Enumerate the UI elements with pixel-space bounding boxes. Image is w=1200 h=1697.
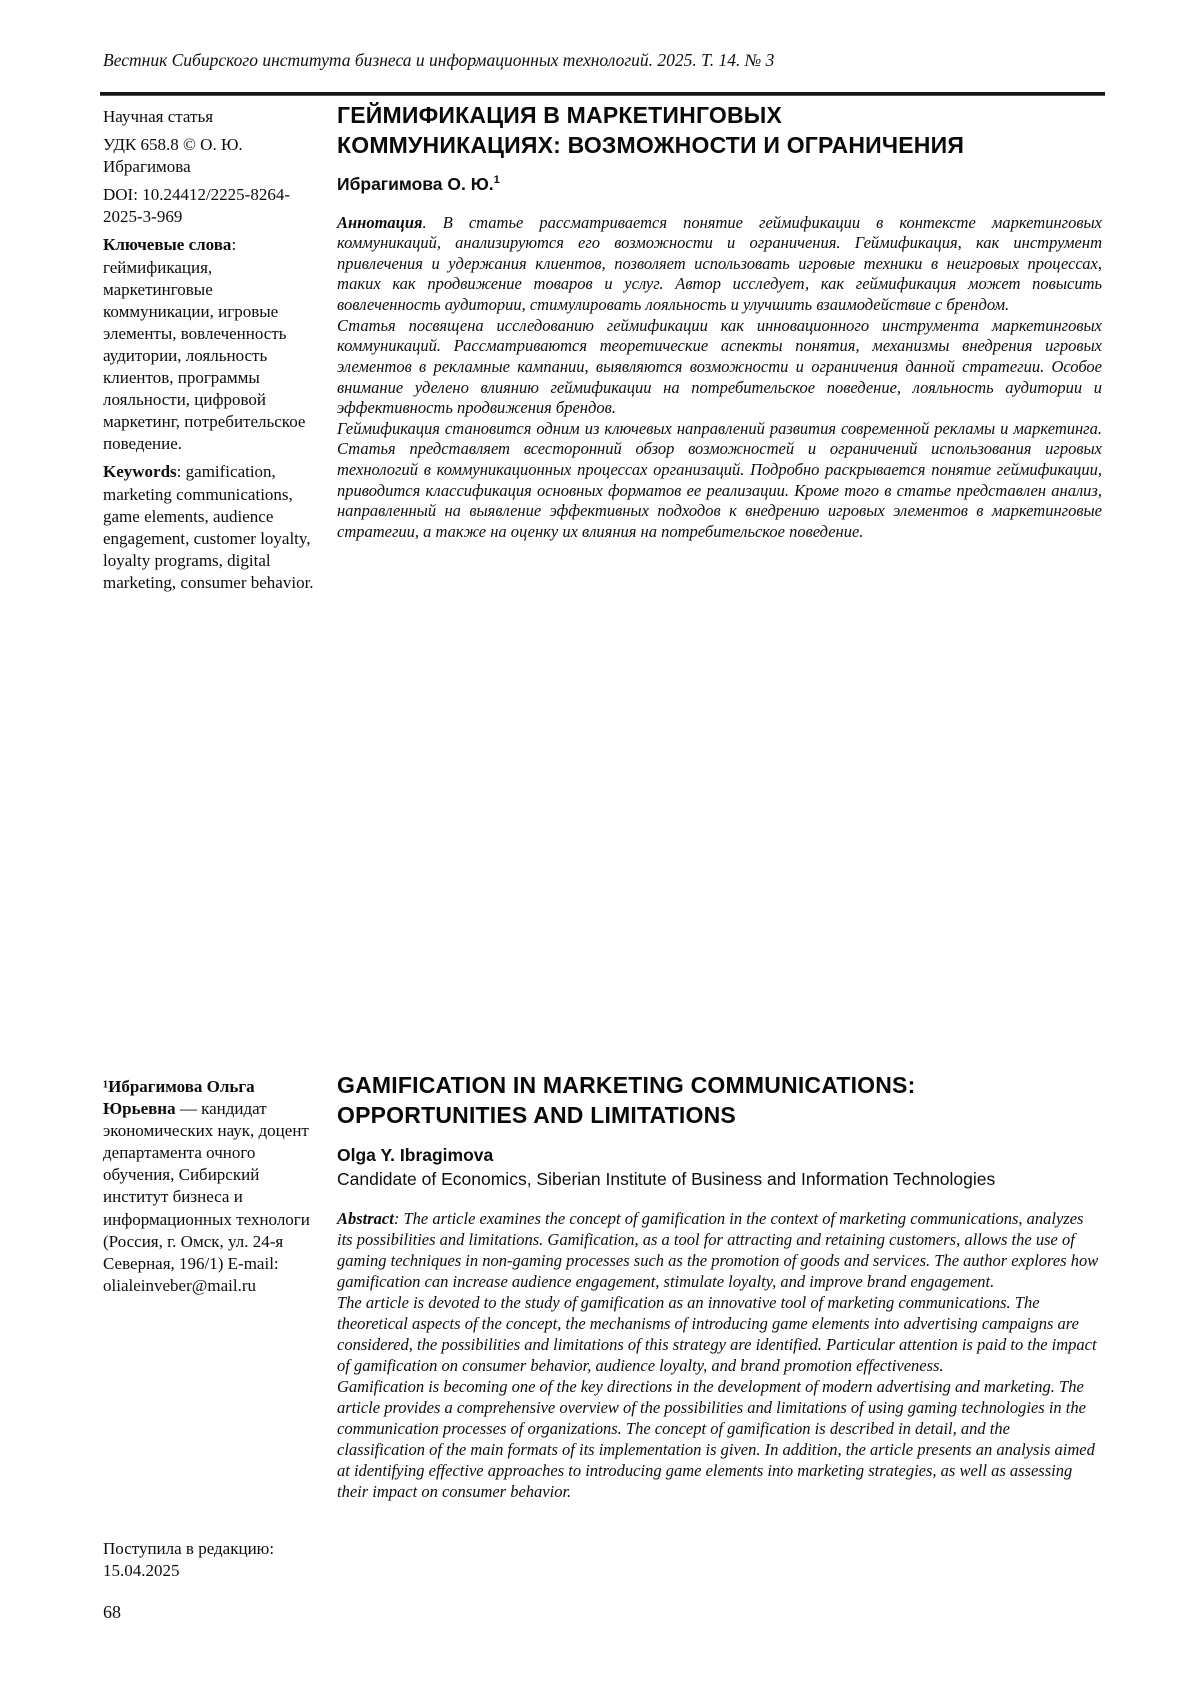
doi-line: DOI: 10.24412/2225-8264-2025-3-969 bbox=[103, 185, 290, 227]
abstract-en-label: Abstract bbox=[337, 1209, 394, 1229]
article-author-ru bbox=[337, 174, 1102, 196]
article-title-ru-line2: КОММУНИКАЦИЯХ: ВОЗМОЖНОСТИ И ОГРАНИЧЕНИЯ bbox=[337, 132, 965, 159]
article-affiliation-en: Candidate of Economics, Siberian Institute of Business and Information Technologies bbox=[337, 1169, 996, 1190]
keywords-ru bbox=[103, 234, 319, 455]
article-title-en-line2: OPPORTUNITIES AND LIMITATIONS bbox=[337, 1102, 736, 1129]
journal-running-head: Вестник Сибирского института бизнеса и информационных технологий. 2025. Т. 14. № 3 bbox=[103, 50, 775, 70]
article-title-ru bbox=[337, 100, 1102, 161]
keywords-en bbox=[103, 461, 319, 594]
author-footnote-name: ¹Ибрагимова Ольга Юрьевна bbox=[103, 1077, 255, 1119]
keywords-ru-text: : геймификация, маркетинговые коммуникации, игровые элементы, вовлеченность аудитории, лояльность клиентов, программы лояльности, цифровой маркетинг, потребительское поведение. bbox=[103, 235, 306, 454]
received-date: 15.04.2025 bbox=[103, 1561, 180, 1581]
article-title-ru-line1: ГЕЙМИФИКАЦИЯ В МАРКЕТИНГОВЫХ bbox=[337, 102, 783, 128]
metadata-column bbox=[103, 106, 319, 600]
keywords-en-text: : gamification, marketing communications, game elements, audience engagement, customer loyalty, loyalty programs, digital marketing, consumer behavior. bbox=[103, 462, 314, 592]
abstract-ru-p1-text: . В статье рассматривается понятие геймификации в контексте маркетинговых коммуникаций, анализируются его возможности и ограничения. Геймификация, как инструмент привлечения и удержания клиентов, позволяет использовать игровые техники в неигровых процессах, таких как продвижение товаров и услуг. Автор исследует, как геймификация может повысить вовлеченность аудитории, стимулировать лояльность и улучшить взаимодействие с брендом. bbox=[337, 212, 1102, 315]
article-author-ru-footnote-marker: 1 bbox=[493, 173, 500, 186]
abstract-en-paragraph-2: The article is devoted to the study of gamification as an innovative tool of marketing communications. The theoretical aspects of the concept, the mechanisms of introducing game elements into advertising campaigns are considered, the possibilities and limitations of this strategy are identified. Particular attention is paid to the impact of gamification on consumer behavior, audience loyalty, and brand promotion effectiveness. bbox=[337, 1293, 1097, 1375]
abstract-en-paragraph-3: Gamification is becoming one of the key directions in the development of modern advertising and marketing. The article provides a comprehensive overview of the possibilities and limitations of using gaming technologies in the communication processes of organizations. The concept of gamification is described in detail, and the classification of the main formats of its implementation is given. In addition, the article presents an analysis aimed at identifying effective approaches to introducing game elements into marketing strategies, as well as assessing their impact on consumer behavior. bbox=[337, 1376, 1095, 1501]
received-label: Поступила в редакцию: bbox=[103, 1539, 275, 1558]
page-number: 68 bbox=[103, 1602, 121, 1622]
article-type-label: Научная статья bbox=[103, 107, 214, 126]
author-footnote-details: — кандидат экономических наук, доцент департамента очного обучения, Сибирский институт бизнеса и информационных технологи (Россия, г. Омск, ул. 24-я Северная, 196/1) E-mail: olialeinveber@mail.ru bbox=[103, 1099, 310, 1295]
abstract-ru-paragraph-1 bbox=[337, 213, 1102, 316]
article-main-en bbox=[337, 1070, 1102, 1503]
abstract-ru-paragraph-3: Геймификация становится одним из ключевых направлений развития современной рекламы и маркетинга. Статья представляет всесторонний обзор возможностей и ограничений использования игровых технологий в коммуникационных процессах организаций. Подробно раскрывается понятие геймификации, приводится классификация основных форматов ее реализации. Кроме того в статье представлен анализ, направленный на выявление эффективных подходов к внедрению игровых элементов в маркетинговые стратегии, а также на оценку их влияния на потребительское поведение. bbox=[337, 418, 1102, 541]
keywords-en-label: Keywords bbox=[103, 462, 177, 482]
received-block bbox=[103, 1538, 325, 1583]
abstract-ru-label: Аннотация bbox=[337, 212, 423, 232]
article-title-en bbox=[337, 1070, 1102, 1131]
keywords-ru-label: Ключевые слова bbox=[103, 235, 232, 255]
abstract-ru bbox=[337, 213, 1102, 543]
article-main-ru bbox=[337, 100, 1102, 543]
udc-line: УДК 658.8 © О. Ю. Ибрагимова bbox=[103, 135, 243, 177]
article-author-en: Olga Y. Ibragimova bbox=[337, 1144, 494, 1165]
abstract-en bbox=[337, 1209, 1102, 1502]
article-title-en-line1: GAMIFICATION IN MARKETING COMMUNICATIONS: bbox=[337, 1072, 916, 1098]
article-author-ru-name: Ибрагимова О. Ю. bbox=[337, 173, 494, 194]
abstract-ru-paragraph-2: Статья посвящена исследованию геймификации как инновационного инструмента маркетинговых коммуникаций. Рассматриваются теоретические аспекты понятия, механизмы внедрения игровых элементов в рекламные кампании, выявляются возможности и ограничения данной стратегии. Особое внимание уделено влиянию геймификации на потребительское поведение, лояльность аудитории и эффективность продвижения брендов. bbox=[337, 315, 1102, 418]
header-divider-rule bbox=[100, 92, 1105, 96]
author-footnote bbox=[103, 1076, 325, 1297]
abstract-en-p1-text: : The article examines the concept of gamification in the context of marketing communications, analyzes its possibilities and limitations. Gamification, as a tool for attracting and retaining customers, allows the use of gaming techniques in non-gaming processes such as the promotion of goods and services. The author explores how gamification can increase audience engagement, stimulate loyalty, and improve brand engagement. bbox=[337, 1209, 1099, 1292]
abstract-en-paragraph-1 bbox=[337, 1209, 1102, 1293]
